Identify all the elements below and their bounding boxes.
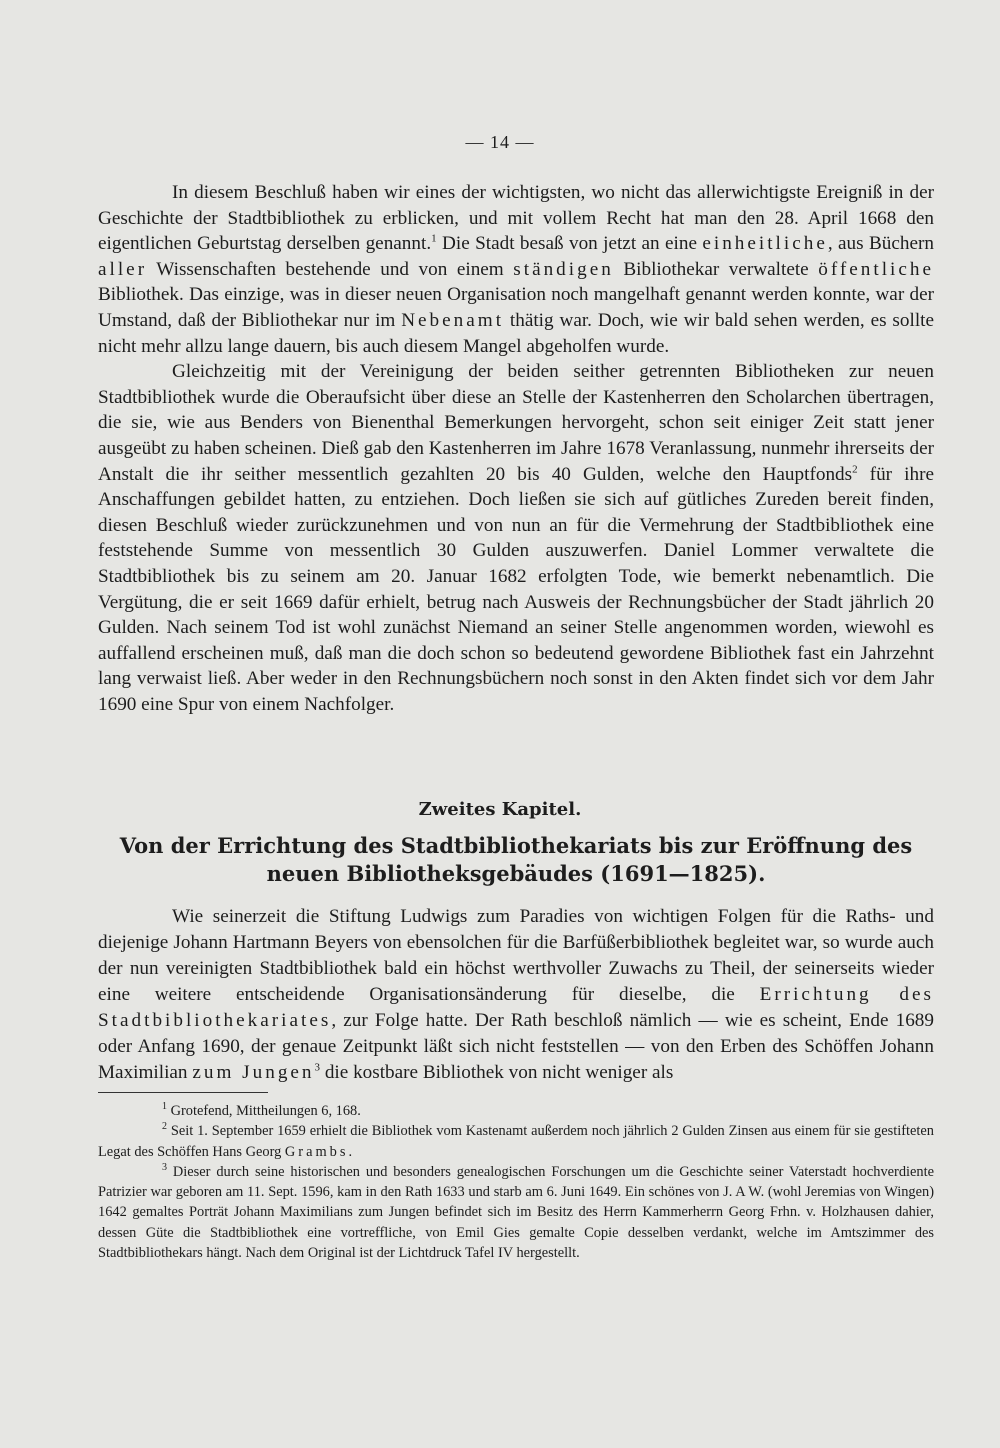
footnotes <box>98 1101 934 1263</box>
text-run: Die Stadt besaß von jetzt an eine <box>436 233 703 255</box>
chapter-text <box>98 904 934 1086</box>
text-run: In diesem Beschluß haben wir eines der wichtigsten, wo nicht das allerwichtigste Ereigniß in der Geschichte der Stadtbibliothek zu erblicken, und mit vollem Recht hat man den 28. April 1668 den eigentlichen Geburtstag derselben genannt. <box>98 182 934 255</box>
text-run: thätig war. Doch, wie wir bald sehen werden, es sollte nicht mehr allzu lange dauern, bis auch diesem Mangel abgeholfen wurde. <box>98 309 934 357</box>
text-run: Wissenschaften bestehende und von einem <box>147 258 514 280</box>
footnote-divider <box>98 1092 268 1093</box>
emphasis: Errichtung des Stadtbibliothekariates <box>98 984 934 1031</box>
emphasis: zum Jungen <box>192 1062 315 1083</box>
emphasis: Grambs <box>284 1143 349 1160</box>
text-run: , aus Büchern <box>827 233 934 255</box>
footnote-1 <box>98 1101 934 1121</box>
text-run: die kostbare Bibliothek von nicht weniger als <box>320 1062 674 1083</box>
footnote-3 <box>98 1162 934 1263</box>
text-run: Wie seinerzeit die Stiftung Ludwigs zum Paradies von wichtigen Folgen für die Raths- und diejenige Johann Hartmann Beyers von ebensolchen für die Barfüßerbibliothek begleitet war, so wurde auch der nun vereinigten Stadtbibliothek bald ein höchst werthvoller Zuwachs zu Theil, der seinerseits wieder eine weitere entscheidende Organisationsänderung für dieselbe, die <box>98 906 934 1005</box>
footnote-mark: 1 <box>162 1101 167 1113</box>
footnote-text: Dieser durch seine historischen und besonders genealogischen Forschungen um die Geschichte seiner Vaterstadt hochverdiente Patrizier war geboren am 11. Sept. 1596, kam in den Rath 1633 und starb am 6. Juni 1649. Ein schönes von J. A W. (wohl Jeremias von Wingen) 1642 gemaltes Porträt Johann Maximilians zum Jungen befindet sich im Besitz des Herrn Kammerherrn Georg Frhn. v. Holzhausen dahier, dessen Güte die Stadtbibliothek eine vortreffliche, von Emil Gies gemalte Copie desselben verdankt, welche im Amtszimmer des Stadtbibliothekars hängt. Nach dem Original ist der Lichtdruck Tafel IV hergestellt. <box>98 1163 934 1262</box>
chapter-title: Von der Errichtung des Stadtbibliothekariats bis zur Eröffnung des neuen Bibliotheksgebäudes (1691—1825). <box>119 833 913 886</box>
text-run: für ihre Anschaffungen gebildet hatten, zu entziehen. Doch ließen sie sich auf gütliches Zureden bereit finden, diesen Beschluß wieder zurückzunehmen und von nun an für die Vermehrung der Stadtbibliothek eine feststehende Summe von messentlich 30 Gulden auszuwerfen. Daniel Lommer verwaltete die Stadtbibliothek bis zu seinem am 20. Januar 1682 erfolgten Tode, wie bemerkt nebenamtlich. Die Vergütung, die er seit 1669 dafür erhielt, betrug nach Ausweis der Rechnungsbücher der Stadt jährlich 20 Gulden. Nach seinem Tod ist wohl zunächst Niemand an seiner Stelle angenommen worden, wiewohl es auffallend erscheinen muß, daß man die doch schon so bedeutend gewordene Bibliothek fast ein Jahrzehnt lang verwaist ließ. Aber weder in den Rechnungsbüchern noch sonst in den Akten findet sich vor dem Jahr 1690 eine Spur von einem Nachfolger. <box>98 463 934 715</box>
main-text <box>98 180 934 717</box>
emphasis: öffentliche <box>818 258 934 280</box>
emphasis: Nebenamt <box>401 309 505 331</box>
text-run: , zur Folge hatte. Der Rath beschloß nämlich — wie es scheint, Ende 1689 oder Anfang 1690, der genaue Zeitpunkt läßt sich nicht feststellen — von den Erben des Schöffen Johann Maximilian <box>98 1010 934 1083</box>
footnote-2 <box>98 1121 934 1162</box>
footnote-reference-1: 1 <box>431 232 437 245</box>
paragraph-2 <box>98 359 934 717</box>
footnote-mark: 3 <box>162 1162 167 1174</box>
footnote-reference-2: 2 <box>852 463 858 476</box>
emphasis: ständigen <box>513 258 614 280</box>
page-number: — 14 — <box>465 132 535 152</box>
text-run: Bibliothekar verwaltete <box>613 258 819 280</box>
emphasis: aller <box>98 258 148 280</box>
paragraph-1 <box>98 180 934 359</box>
footnote-mark: 2 <box>162 1121 167 1133</box>
footnote-text: Seit 1. September 1659 erhielt die Bibliothek vom Kastenamt außerdem noch jährlich 2 Gulden Zinsen aus einem für sie gestifteten Legat des Schöffen Hans Georg <box>98 1123 934 1160</box>
emphasis: einheitliche <box>702 233 828 255</box>
text-run: Gleichzeitig mit der Vereinigung der beiden seither getrennten Bibliotheken zur neuen Stadtbibliothek wurde die Oberaufsicht über diese an Stelle der Kastenherren den Scholarchen übertragen, die sie, wie aus Benders von Bienenthal Bemerkungen hervorgeht, schon seit einiger Zeit statt jener ausgeübt zu haben scheinen. Dieß gab den Kastenherren im Jahre 1678 Veranlassung, nunmehr ihrerseits der Anstalt die ihr seither messentlich gezahlten 20 bis 40 Gulden, welche den Hauptfonds <box>98 361 934 485</box>
footnote-text: Grotefend, Mittheilungen 6, 168. <box>167 1103 361 1119</box>
footnote-reference-3: 3 <box>314 1061 321 1074</box>
paragraph-3 <box>98 904 934 1086</box>
text-run: Bibliothek. Das einzige, was in dieser neuen Organisation noch mangelhaft genannt werden konnte, war der Umstand, daß der Bibliothekar nur im <box>98 284 934 331</box>
footnote-text: . <box>348 1143 353 1160</box>
chapter-label: Zweites Kapitel. <box>418 799 582 820</box>
